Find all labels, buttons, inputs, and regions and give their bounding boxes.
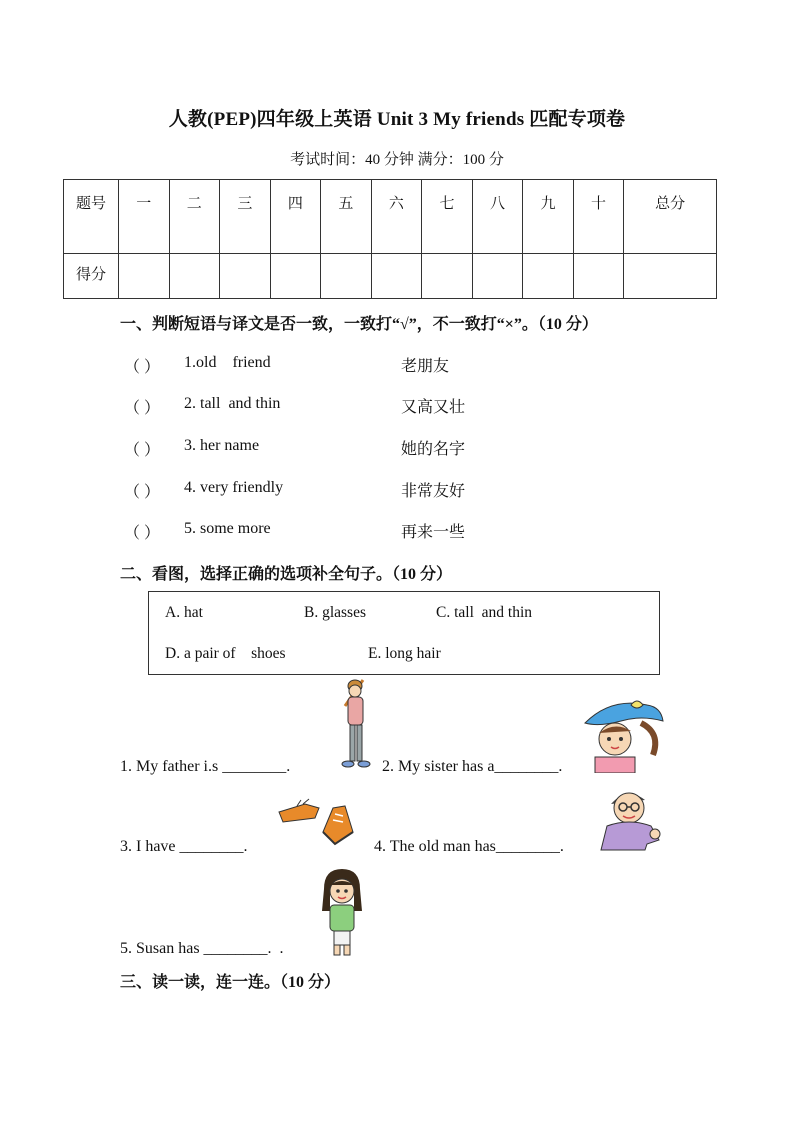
score-cell-q6: 六 bbox=[371, 180, 422, 254]
score-cell-q7: 七 bbox=[422, 180, 473, 254]
phrase-en: 3. her name bbox=[184, 437, 260, 454]
answer-parentheses[interactable]: （ ） bbox=[124, 442, 161, 459]
phrase-en: 5. some more bbox=[184, 520, 271, 537]
score-input[interactable] bbox=[270, 254, 321, 299]
score-cell-q10: 十 bbox=[573, 180, 624, 254]
score-input[interactable] bbox=[220, 254, 271, 299]
phrase-zh: 非常友好 bbox=[401, 483, 466, 500]
score-table-header-row bbox=[64, 180, 717, 254]
sentence-5: 5. Susan has ________. . bbox=[120, 940, 284, 957]
section3-heading: 三、读一读，连一连。（10 分） bbox=[120, 974, 341, 991]
score-table bbox=[63, 179, 717, 299]
section1-heading: 一、判断短语与译文是否一致，一致打“√”，不一致打“×”。（10 分） bbox=[120, 316, 598, 333]
score-input[interactable] bbox=[523, 254, 574, 299]
score-cell-q4: 四 bbox=[270, 180, 321, 254]
phrase-zh: 再来一些 bbox=[401, 524, 466, 541]
score-input[interactable] bbox=[624, 254, 717, 299]
phrase-en: 4. very friendly bbox=[184, 479, 284, 496]
phrase-zh: 她的名字 bbox=[401, 441, 466, 458]
score-cell-q9: 九 bbox=[523, 180, 574, 254]
option-b: B. glasses bbox=[304, 604, 366, 621]
answer-parentheses[interactable]: （ ） bbox=[124, 359, 161, 376]
old-man-with-glasses-icon bbox=[595, 784, 667, 852]
score-input[interactable] bbox=[573, 254, 624, 299]
option-e: E. long hair bbox=[368, 645, 441, 662]
score-input[interactable] bbox=[422, 254, 473, 299]
exam-info: 考试时间：40 分钟 满分：100 分 bbox=[290, 152, 504, 168]
phrase-zh: 又高又壮 bbox=[401, 399, 466, 416]
phrase-en: 2. tall and thin bbox=[184, 395, 281, 412]
answer-parentheses[interactable]: （ ） bbox=[124, 484, 161, 501]
sentence-3: 3. I have ________. bbox=[120, 838, 248, 855]
score-cell-q8: 八 bbox=[472, 180, 523, 254]
score-cell-label: 题号 bbox=[64, 180, 119, 254]
girl-long-hair-icon bbox=[318, 867, 366, 957]
option-a: A. hat bbox=[165, 604, 203, 621]
score-cell-q5: 五 bbox=[321, 180, 372, 254]
score-table-score-row bbox=[64, 254, 717, 299]
sentence-1: 1. My father i.s ________. bbox=[120, 758, 291, 775]
score-cell-q1: 一 bbox=[119, 180, 170, 254]
sentence-2: 2. My sister has a________. bbox=[382, 758, 563, 775]
answer-parentheses[interactable]: （ ） bbox=[124, 525, 161, 542]
page-title: 人教(PEP)四年级上英语 Unit 3 My friends 匹配专项卷 bbox=[168, 109, 626, 130]
option-d: D. a pair of shoes bbox=[165, 645, 286, 662]
score-input[interactable] bbox=[119, 254, 170, 299]
shoes-icon bbox=[275, 792, 357, 850]
section2-heading: 二、看图，选择正确的选项补全句子。（10 分） bbox=[120, 566, 453, 583]
score-row-label: 得分 bbox=[64, 254, 119, 299]
phrase-zh: 老朋友 bbox=[401, 358, 450, 375]
option-c: C. tall and thin bbox=[436, 604, 533, 621]
score-cell-q2: 二 bbox=[169, 180, 220, 254]
score-input[interactable] bbox=[472, 254, 523, 299]
score-input[interactable] bbox=[371, 254, 422, 299]
answer-parentheses[interactable]: （ ） bbox=[124, 400, 161, 417]
score-cell-q3: 三 bbox=[220, 180, 271, 254]
sentence-4: 4. The old man has________. bbox=[374, 838, 564, 855]
score-cell-total: 总分 bbox=[624, 180, 717, 254]
baseball-player-icon bbox=[333, 676, 381, 772]
score-input[interactable] bbox=[169, 254, 220, 299]
score-input[interactable] bbox=[321, 254, 372, 299]
girl-with-hat-icon bbox=[581, 693, 667, 773]
phrase-en: 1.old friend bbox=[184, 354, 271, 371]
